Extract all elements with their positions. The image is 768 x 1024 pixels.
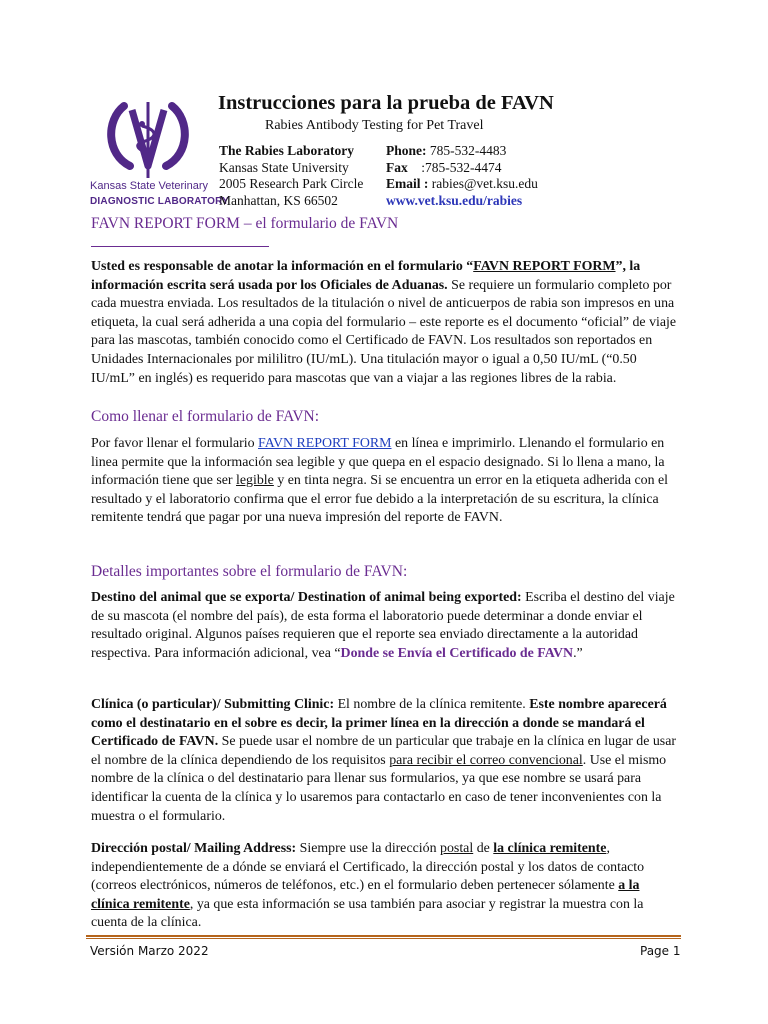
paragraph-text: Siempre use la dirección [296, 841, 441, 856]
document-subtitle: Rabies Antibody Testing for Pet Travel [265, 118, 484, 133]
section-heading-details: Detalles importantes sobre el formulario de FAVN: [91, 563, 408, 580]
underlined-bold-text: a la clínica remitente [91, 878, 640, 912]
phone-label: Phone: [386, 143, 427, 158]
underlined-bold-text: la clínica remitente [493, 841, 607, 856]
lab-contact [386, 143, 538, 209]
lab-name: The Rabies Laboratory [219, 143, 354, 158]
paragraph-text: Se puede usar el nombre de un particular que trabaje en la clínica en lugar de usar el nombre de la clínica dependiendo de los requisitos [91, 734, 676, 768]
paragraph-text: . Use el mismo nombre de la clínica o del destinatario para llenar sus formularios, ya que ese nombre se usará para identificar la cuenta de la clínica y lo usaremos para contactarlo en caso de tener inconvenientes con la muestra o el formulario. [91, 752, 667, 824]
paragraph-text: Por favor llenar el formulario [91, 436, 259, 451]
form-name-underlined: FAVN REPORT FORM [473, 259, 616, 274]
section-heading-report-form: FAVN REPORT FORM – el formulario de FAVN [91, 215, 399, 232]
fax-number: :785-532-4474 [421, 159, 502, 175]
paragraph-text: Escriba el destino del viaje de su mascota (el nombre del país), de esta forma el laboratorio puede determinar a donde enviar el resultado original. Algunos países requieren que el reporte sea enviado directamente a la autoridad respectiva. Para información adicional, vea “ [91, 590, 675, 661]
field-label-mailing-address: Dirección postal/ Mailing Address: [91, 841, 297, 856]
paragraph-text: en línea e imprimirlo. Llenando el formulario en linea permite que la información sea legible y que quepa en el espacio designado. Si lo llena a mano, la información tiene que ser [91, 436, 665, 489]
website-link[interactable]: www.vet.ksu.edu/rabies [386, 192, 523, 208]
version-label: Versión Marzo 2022 [90, 944, 209, 958]
page-number: Page 1 [640, 944, 681, 958]
paragraph-submitting-clinic [91, 696, 681, 826]
underlined-text: postal [440, 841, 474, 856]
underlined-text: para recibir el correo convencional [389, 752, 583, 768]
footer-divider [86, 935, 681, 937]
email-label: Email : [386, 176, 429, 191]
underlined-text: legible [236, 473, 274, 489]
paragraph-text: de [473, 841, 494, 856]
footer-divider [86, 938, 681, 939]
caduceus-logo-icon [102, 96, 194, 180]
phone-row [386, 143, 538, 160]
email-address: rabies@vet.ksu.edu [431, 176, 538, 191]
paragraph-text: .” [573, 645, 583, 661]
address-line: Kansas State University [219, 159, 349, 175]
paragraph-how-to-fill [91, 435, 681, 528]
lab-address [219, 143, 363, 209]
paragraph-destination [91, 589, 681, 663]
logo-text-line1: Kansas State Veterinary [90, 180, 209, 192]
paragraph-text: y en tinta negra. Si se encuentra un error en la etiqueta adherida con el resultado y el laboratorio confirma que el error fue debido a la interpretación de su escritura, la clínica remitente tendrá que pagar por una nueva impresión del reporte de FAVN. [91, 473, 669, 526]
bold-text: Este nombre aparecerá como el destinatario en el sobre es decir, la primer línea en la dirección a donde se mandará el Certificado de FAVN. [91, 697, 667, 750]
paragraph-text: El nombre de la clínica remitente. [334, 697, 530, 712]
paragraph-text: Se requiere un formulario completo por cada muestra enviada. Los resultados de la titulación o nivel de anticuerpos de rabia son impresos en una etiqueta, la cual será adherida a una copia del formulario – este reporte es el documento “oficial” de viaje para las mascotas, también conocido como el Certificado de FAVN. Los resultados son reportados en Unidades Internacionales por mililitro (IU/mL). Una titulación mayor o igual a 0,50 IU/mL (“0.50 IU/mL” en inglés) es requerido para mascotas que van a viajar a las regiones libres de la rabia. [91, 277, 677, 386]
bold-text: ”, la información escrita será usada por los Oficiales de Aduanas. [91, 259, 641, 293]
favn-report-form-link[interactable]: FAVN REPORT FORM [258, 436, 392, 451]
heading-underline [91, 246, 269, 247]
reference-where-certificate-sent: Donde se Envía el Certificado de FAVN [340, 645, 574, 661]
email-row [386, 176, 538, 193]
ksu-vet-logo [86, 96, 230, 216]
field-label-destination: Destino del animal que se exporta/ Destination of animal being exported: [91, 590, 522, 605]
fax-row [386, 160, 538, 177]
phone-number: 785-532-4483 [429, 143, 507, 158]
paragraph-mailing-address [91, 840, 681, 933]
logo-text-line2: DIAGNOSTIC LABORATORY [90, 196, 230, 207]
bold-text: Usted es responsable de anotar la información en el formulario “ [91, 259, 474, 274]
paragraph-text: , independientemente de a dónde se enviará el Certificado, la dirección postal y los datos de contacto (correos electrónicos, números de teléfonos, etc.) en el formulario deben pertenecer sólamente [91, 841, 645, 894]
field-label-submitting-clinic: Clínica (o particular)/ Submitting Clinic: [91, 697, 335, 712]
address-line: Manhattan, KS 66502 [219, 192, 338, 208]
paragraph-responsibility [91, 258, 681, 388]
address-line: 2005 Research Park Circle [219, 176, 364, 191]
section-heading-how-to-fill: Como llenar el formulario de FAVN: [91, 408, 320, 425]
paragraph-text: , ya que esta información se usa también para asociar y registrar la muestra con la cuenta de la clínica. [91, 896, 644, 931]
fax-label: Fax [386, 159, 408, 175]
document-title: Instrucciones para la prueba de FAVN [218, 92, 554, 114]
